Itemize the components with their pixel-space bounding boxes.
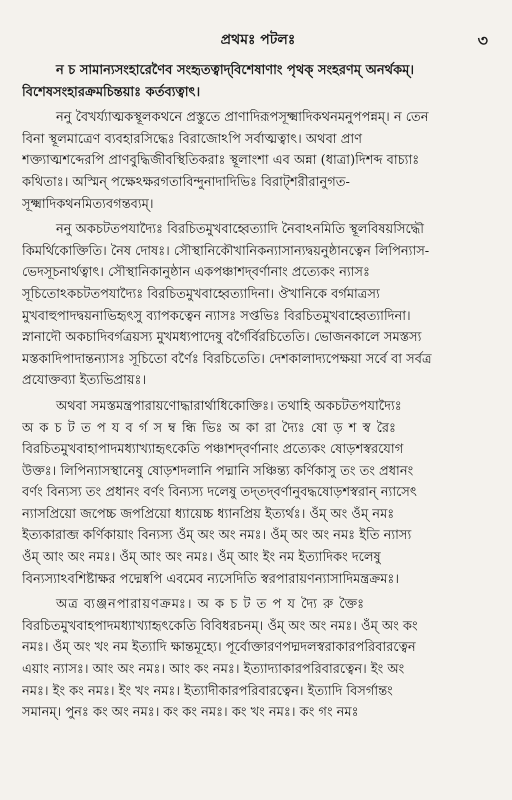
text-line: বিরচিতমুখবাহাপাদমধ্যাখ্যাহৃৎকেতি পঞ্চাশদ্‌বর্ণানাং প্রত্যেকং ষোড়শস্বরযোগ: [22, 442, 404, 458]
text-line: বর্ণং বিন্যস্য তং প্রধানং বর্ণং বিন্যস্য দলেষু তদ্‌তদ্‌বর্ণানুবদ্ধষোড়শস্বরান্ ন্যাসেৎ: [22, 485, 417, 501]
text-line: সূক্ষ্মাদিকথনমিত্যবগন্তব্যম্।: [22, 196, 154, 212]
text-line: ওঁম্ আং অং নমঃ। ওঁম্ আং অং নমঃ। ওঁম্ আং ইং নম ইত্যাদিকং দলেষু: [22, 550, 381, 566]
text-line: ভেদসূচনার্থত্বাৎ। সৌস্থানিকানুষ্ঠান একপঞ্চাশদ্‌বর্ণানাং প্রত্যেকং ন্যাসঃ: [22, 265, 370, 281]
text-line: ন চ সামান্যসংহারেণৈব সংহৃতত্বাদ্‌বিশেষাণাং পৃথক্ সংহরণম্ অনর্থকম্।: [56, 63, 415, 78]
text-line: প্রযোক্তব্যা ইত্যভিপ্রায়ঃ।: [22, 373, 147, 389]
text-line: নমঃ। ওঁম্ অং খং নম ইত্যাদি ক্ষান্তমূহ্যে। পূর্বোক্তারণপদ্মদলস্বরাকারপরিবারত্বেন: [22, 640, 416, 656]
text-line: বিরচিতমুখবাহপাদমধ্যাখ্যাহৃৎকেতি বিবিধরচনম্। ওঁম্ অং অং নমঃ। ওঁম্ অং কং: [22, 618, 418, 634]
text-line: ননু বৈখর্য্যাত্মকস্থূলকথনে প্রস্তুতে প্রাণাদিরূপসূক্ষ্মাদিকথনমনুপপন্নম্। ন তেন: [56, 110, 429, 126]
text-line: অত্র ব্যঞ্জনপারায়ণক্রমঃ। অ ক চ ট ত প য দ্যৈ রু ক্তৈঃ: [56, 597, 366, 613]
text-line: কথিতাঃ। অস্মিন্ পক্ষেঽক্ষরগতাবিন্দুনাদাদিভিঃ বিরাট্‌শরীরানুগত-: [22, 174, 350, 190]
text-line: অ ক চ ট ত প য ব র্গ স ম্ব ন্ধি ভিঃ অ কা রা দ্যৈঃ ষো ড় শ স্ব রৈঃ: [22, 420, 397, 436]
text-line: কিমর্থিকোক্তিতি। নৈষ দোষঃ। সৌস্থানিকৌখানিকন্যাসান্যদ্বয়নুষ্ঠানত্বেন লিপিন্যাস-: [22, 243, 430, 259]
page-header: [22, 28, 494, 52]
text-line: ন্যাসপ্রিয়ো জপেচ্চ জপপ্রিয়ো ধ্যায়েচ্চ ধ্যানপ্রিয় ইত্যর্থঃ। ওঁম্ অং ওঁম্ নমঃ: [22, 506, 395, 522]
text-line: মস্তকাদিপাদান্তন্যাসঃ সূচিতো বর্ণৈঃ বিরচিতেতি। দেশকালাদ্যপেক্ষয়া সর্বে বা সর্বত্র: [22, 351, 432, 367]
text-line: সমানম্। পুনঃ কং অং নমঃ। কং কং নমঃ। কং খং নমঃ। কং গং নমঃ: [22, 705, 359, 721]
text-line: নমঃ। ইং কং নমঃ। ইং খং নমঃ। ইত্যাদীকারপরিবারত্বেন। ইত্যাদি বিসর্গান্তং: [22, 683, 393, 699]
text-line: উক্তঃ। লিপিন্যাসস্থানেষু ষোড়শদলানি পদ্মানি সঞ্চিন্ত্য কর্ণিকাসু তং তং প্রধানং: [22, 463, 414, 479]
text-line: শক্ত্যাত্মশব্দেরপি প্রাণবুদ্ধিজীবস্থিতিকরাঃ স্থূলাংশা এব অন্না (ধাত্রা)দিশব্দ বাচ্যাঃ: [22, 153, 420, 169]
text-line: অথবা সমস্তমন্ত্রপারায়ণোদ্ধারার্থাধিকোক্তিঃ। তথাহি অকচটতপযাদ্যৈঃ: [56, 398, 402, 414]
text-line: ইত্যকারাব্জ কর্ণিকায়াং বিন্যস্য ওঁম্ অং অং নমঃ। ওঁম্ অং অং নমঃ ইতি ন্যাস্য: [22, 528, 412, 544]
text-line: বিশেষসংহারক্রমচিন্তয়াঃ কর্তব্যত্বাৎ।: [22, 84, 201, 100]
text-line: সূচিতোঽকচটতপযাদ্যৈঃ বিরচিতমুখবাহ্বেত্যাদিনা। ঔখানিকে বর্গমাত্রস্য: [22, 286, 380, 302]
chapter-title: প্রথমঃ পটলঃ: [220, 32, 296, 48]
text-line: বিন্যস্যাঽবশিষ্টাক্ষর পদ্মেষ্বপি এবমেব ন্যসেদিতি স্বরপারায়ণন্যাসাদিমন্ত্রক্রমঃ।: [22, 571, 399, 587]
text-line: এয়াং ন্যাসঃ। আং অং নমঃ। আং কং নমঃ। ইত্যাদ্যাকারপরিবারত্বেন। ইং অং: [22, 662, 405, 678]
text-line: মুখবাহুপাদদ্বয়নাভিহৃৎসু ব্যাপকত্বেন ন্যাসঃ সপ্তভিঃ বিরচিতমুখবাহ্বেত্যাদিনা।: [22, 308, 411, 324]
body-text: [22, 60, 494, 724]
text-line: ননু অকচটতপযাদ্যৈঃ বিরচিতমুখবাহ্বেত্যাদি নৈবাঽনমিতি স্থূলবিষয়সিদ্ধৌ: [56, 222, 425, 238]
text-line: বিনা স্থূলমাত্রেণ ব্যবহারসিদ্ধেঃ বিরাজোঽপি সর্বাত্মত্বাৎ। অথবা প্রাণ: [22, 131, 363, 147]
page-number: ৩: [477, 31, 488, 50]
text-line: স্নানাদৌ অকচাদিবর্গত্রয়স্য মুখমধ্যপাদেষু বর্গৈর্বিরচিতেতি। ভোজনকালে সমস্তস্য: [22, 330, 422, 346]
